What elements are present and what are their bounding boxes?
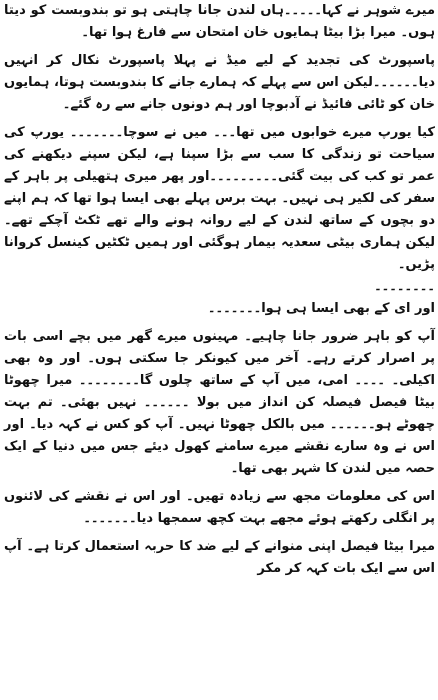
- paragraph-passport: پاسپورٹ کی تجدید کے لیے میڈ نے پہلا پاسپورٹ نکال کر انہیں دیا۔۔۔۔۔۔لیکن اس سے پہلے کہ ہمارے جانے کا بندوبست ہوتا، ہمایوں خان کو ٹائی فائیڈ نے آدبوچا اور ہم دونوں جانے سے رہ گئے۔: [4, 53, 435, 112]
- paragraph-europe-dream: کیا یورپ میرے خوابوں میں تھا۔۔۔ میں نے سوچا۔۔۔۔۔۔۔ یورپ کی سیاحت تو زندگی کا سب سے بڑا سپنا ہے، لیکن سپنے دیکھنے کی عمر تو کب کی بیت گئی۔۔۔۔۔۔۔۔۔اور پھر میری ہتھیلی پر باہر کے سفر کی لکیر ہی نہیں۔ بہت برس پہلے بھی ایسا ہوا تھا کہ ہم اپنے دو بچوں کے ساتھ لندن کے لیے روانہ ہونے والے تھے ٹکٹ آچکے تھے۔ لیکن ہماری بیٹی سعدیہ بیمار ہوگئی اور ہمیں ٹکٹیں کینسل کروانا پڑیں۔: [4, 125, 435, 272]
- paragraph-dots: ۔۔۔۔۔۔۔۔: [374, 279, 435, 294]
- paragraph-map-knowledge: اس کی معلومات مجھ سے زیادہ تھیں۔ اور اس نے نقشے کی لائنوں پر انگلی رکھتے ہوئے مجھے بہت کچھ سمجھا دیا۔۔۔۔۔۔۔: [4, 489, 435, 526]
- paragraph-same-happened: اور ای کے بھی ایسا ہی ہوا۔۔۔۔۔۔۔: [207, 301, 435, 316]
- paragraph-children-insist: آپ کو باہر ضرور جانا چاہیے۔ مہینوں میرے گھر میں بچے اسی بات پر اصرار کرتے رہے۔ آخر میں کیونکر جا سکتی ہوں۔ اور وہ بھی اکیلی۔ ۔۔۔۔ امی، میں آپ کے ساتھ چلوں گا۔۔۔۔۔۔۔۔ میرا چھوٹا بیٹا فیصل فیصلہ کن انداز میں بولا ۔۔۔۔۔۔ نہیں بھئی۔ تم بہت چھوٹے ہو۔۔۔۔۔۔ میں بالکل چھوٹا نہیں۔ آپ کو کس نے کہہ دیا۔ اور اس نے وہ سارے نقشے میرے سامنے کھول دیئے جس میں دنیا کے ایک حصہ میں لندن کا شہر بھی تھا۔: [4, 329, 435, 476]
- paragraph-faisal-stubborn: میرا بیٹا فیصل اپنی منوانے کے لیے ضد کا حربہ استعمال کرتا ہے۔ آپ اس سے ایک بات کہہ کر مکر: [4, 539, 435, 576]
- paragraph-husband-offer: میرے شوہر نے کہا۔۔۔۔۔ہاں لندن جانا چاہتی ہو تو بندوبست کو دیتا ہوں۔ میرا بڑا بیٹا ہمایوں خان امتحان سے فارغ ہوا تھا۔: [4, 3, 435, 40]
